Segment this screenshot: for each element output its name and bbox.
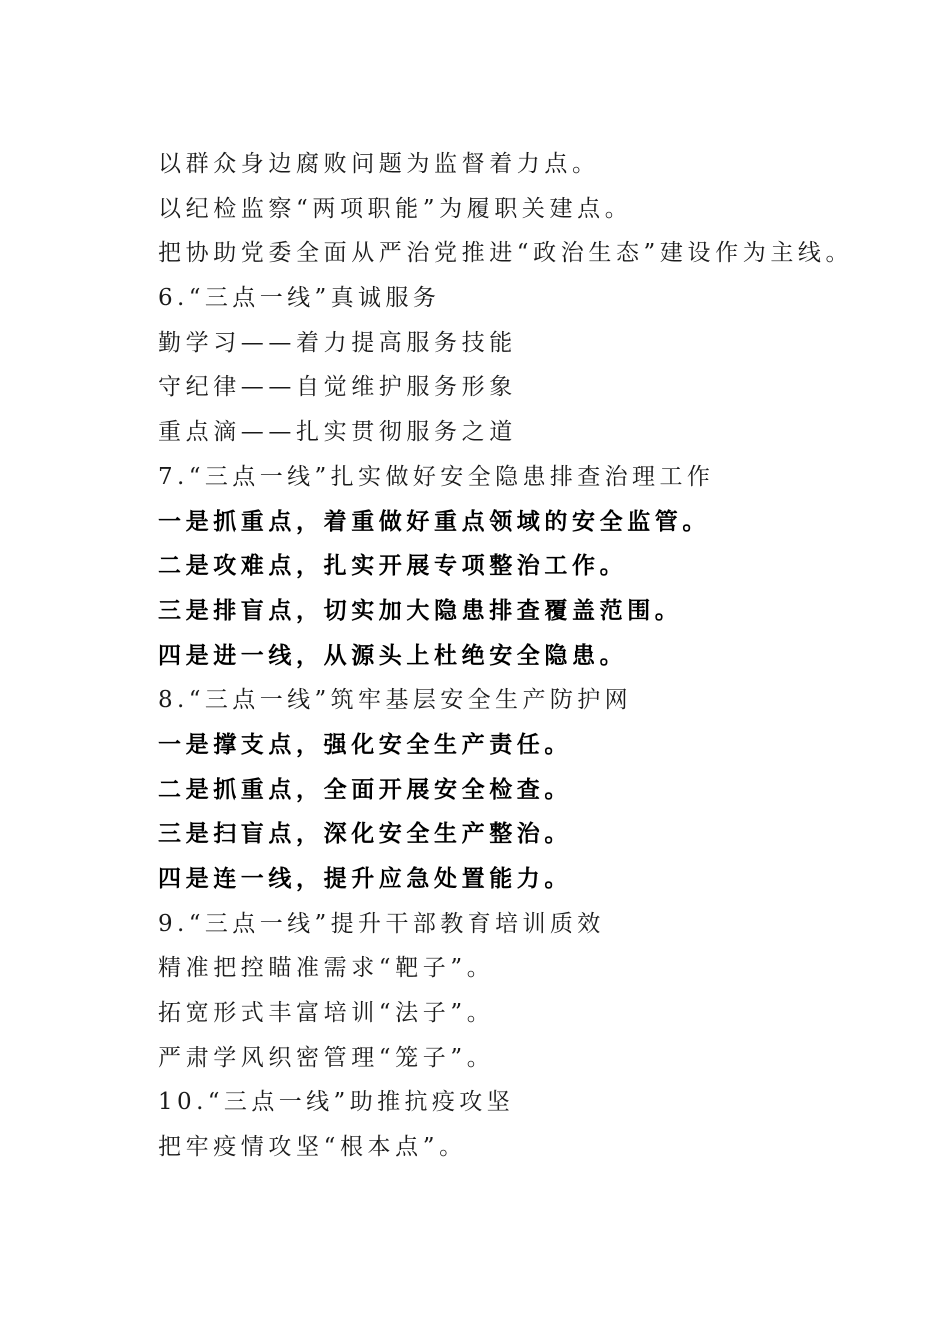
text-line: 以群众身边腐败问题为监督着力点。 bbox=[158, 151, 600, 177]
section-heading: 10.“三点一线”助推抗疫攻坚 bbox=[158, 1089, 515, 1116]
document-body bbox=[158, 142, 918, 1170]
text-line: 以纪检监察“两项职能”为履职关建点。 bbox=[158, 195, 633, 222]
text-line-bold: 二是抓重点，全面开展安全检查。 bbox=[158, 775, 572, 803]
section-heading: 6.“三点一线”真诚服务 bbox=[158, 285, 441, 312]
text-line: 精准把控瞄准需求“靶子”。 bbox=[158, 955, 495, 982]
text-line: 把协助党委全面从严治党推进“政治生态”建设作为主线。 bbox=[158, 240, 854, 267]
text-line-bold: 二是攻难点，扎实开展专项整治工作。 bbox=[158, 552, 628, 580]
text-line-bold: 三是扫盲点，深化安全生产整治。 bbox=[158, 820, 572, 848]
text-line: 严肃学风织密管理“笼子”。 bbox=[158, 1044, 495, 1071]
text-line-bold: 一是抓重点，着重做好重点领域的安全监管。 bbox=[158, 507, 710, 535]
text-line-bold: 三是排盲点，切实加大隐患排查覆盖范围。 bbox=[158, 596, 683, 624]
section-heading: 9.“三点一线”提升干部教育培训质效 bbox=[158, 910, 605, 937]
text-line: 守纪律——自觉维护服务形象 bbox=[158, 374, 517, 401]
section-heading: 7.“三点一线”扎实做好安全隐患排查治理工作 bbox=[158, 463, 715, 490]
section-heading: 8.“三点一线”筑牢基层安全生产防护网 bbox=[158, 687, 633, 714]
text-line-bold: 一是撑支点，强化安全生产责任。 bbox=[158, 730, 572, 758]
text-line: 重点滴——扎实贯彻服务之道 bbox=[158, 419, 517, 446]
text-line-bold: 四是进一线，从源头上杜绝安全隐患。 bbox=[158, 641, 628, 669]
text-line-bold: 四是连一线，提升应急处置能力。 bbox=[158, 865, 572, 892]
text-line: 把牢疫情攻坚“根本点”。 bbox=[158, 1134, 467, 1161]
text-line: 拓宽形式丰富培训“法子”。 bbox=[158, 1000, 495, 1027]
text-line: 勤学习——着力提高服务技能 bbox=[158, 329, 517, 356]
